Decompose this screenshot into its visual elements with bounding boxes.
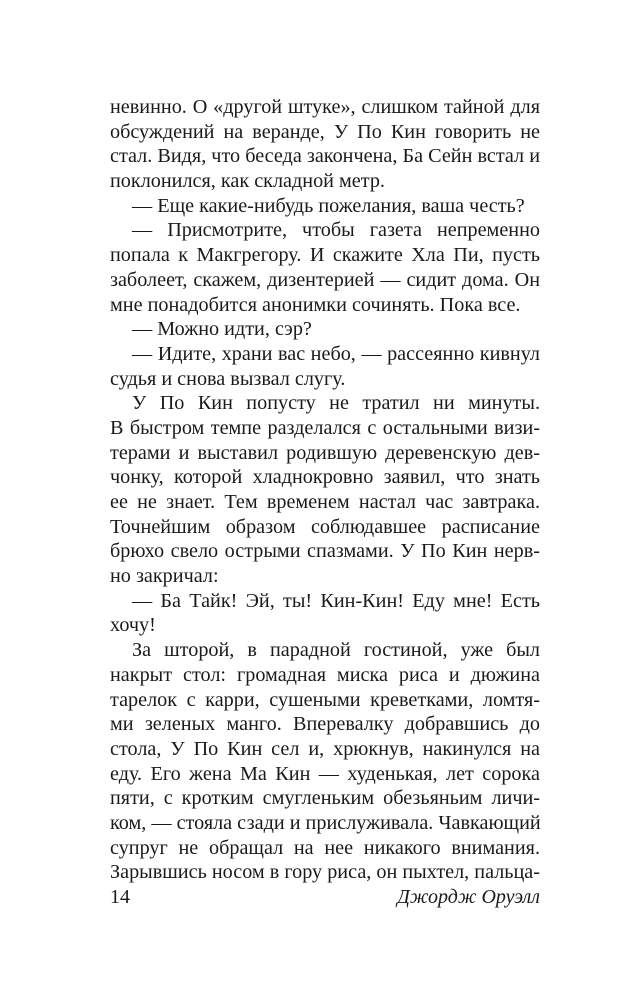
text-line: накрыт стол: громадная миска риса и дюжина bbox=[110, 663, 540, 686]
text-line: В быстром темпе разделался с остальными визи- bbox=[110, 416, 540, 439]
text-line: чонку, которой хладнокровно заявил, что знать bbox=[110, 466, 540, 489]
text-line: попала к Макгрегору. И скажите Хла Пи, пусть bbox=[110, 244, 540, 267]
text-line: ее не знает. Тем временем настал час завтрака. bbox=[110, 491, 540, 513]
text-line: У По Кин попусту не тратил ни минуты. bbox=[132, 392, 540, 415]
text-line: судья и снова вызвал слугу. bbox=[110, 367, 346, 390]
text-line: ком, — стояла сзади и прислуживала. Чавкающий bbox=[110, 811, 541, 834]
text-line: обсуждений на веранде, У По Кин говорить не bbox=[110, 120, 540, 143]
page-footer bbox=[110, 885, 540, 909]
text-line: невинно. О «другой штуке», слишком тайной для bbox=[110, 96, 540, 118]
text-line: мне понадобится анонимки сочинять. Пока все. bbox=[110, 293, 521, 316]
text-line: брюхо свело острыми спазмами. У По Кин нерв- bbox=[110, 540, 540, 563]
text-line: Точнейшим образом соблюдавшее расписание bbox=[110, 515, 540, 538]
text-line: — Еще какие-нибудь пожелания, ваша честь? bbox=[132, 194, 525, 217]
body-text bbox=[110, 95, 540, 885]
text-line: — Идите, храни вас небо, — рассеянно кивнул bbox=[132, 342, 540, 365]
text-line: ми зеленых манго. Вперевалку добравшись до bbox=[110, 713, 540, 736]
text-line: заболеет, скажем, дизентерией — сидит дома. Он bbox=[110, 268, 540, 291]
text-line: стал. Видя, что беседа закончена, Ба Сейн встал и bbox=[110, 145, 540, 168]
text-line: За шторой, в парадной гостиной, уже был bbox=[132, 639, 540, 662]
text-line: стола, У По Кин сел и, хрюкнув, накинулся на bbox=[110, 737, 540, 760]
text-line: супруг не обращал на нее никакого внимания. bbox=[110, 836, 540, 859]
text-line: тарелок с карри, сушеными креветками, ломтя- bbox=[110, 688, 540, 711]
page-number: 14 bbox=[110, 886, 130, 908]
text-line: Зарывшись носом в гору риса, он пыхтел, пальца- bbox=[110, 861, 540, 884]
text-line: — Ба Тайк! Эй, ты! Кин-Кин! Еду мне! Есть bbox=[132, 589, 540, 612]
text-line: пяти, с кротким смугленьким обезьяньим личи- bbox=[110, 787, 540, 810]
text-line: хочу! bbox=[110, 614, 156, 637]
text-line: — Можно идти, сэр? bbox=[132, 318, 312, 341]
text-line: но закричал: bbox=[110, 565, 219, 588]
text-line: терами и выставил родившую деревенскую дев- bbox=[110, 441, 540, 464]
running-footer-author: Джордж Оруэлл bbox=[397, 886, 540, 908]
text-line: еду. Его жена Ма Кин — худенькая, лет сорока bbox=[110, 762, 540, 785]
text-line: — Присмотрите, чтобы газета непременно bbox=[132, 219, 540, 242]
text-line: поклонился, как складной метр. bbox=[110, 170, 385, 193]
